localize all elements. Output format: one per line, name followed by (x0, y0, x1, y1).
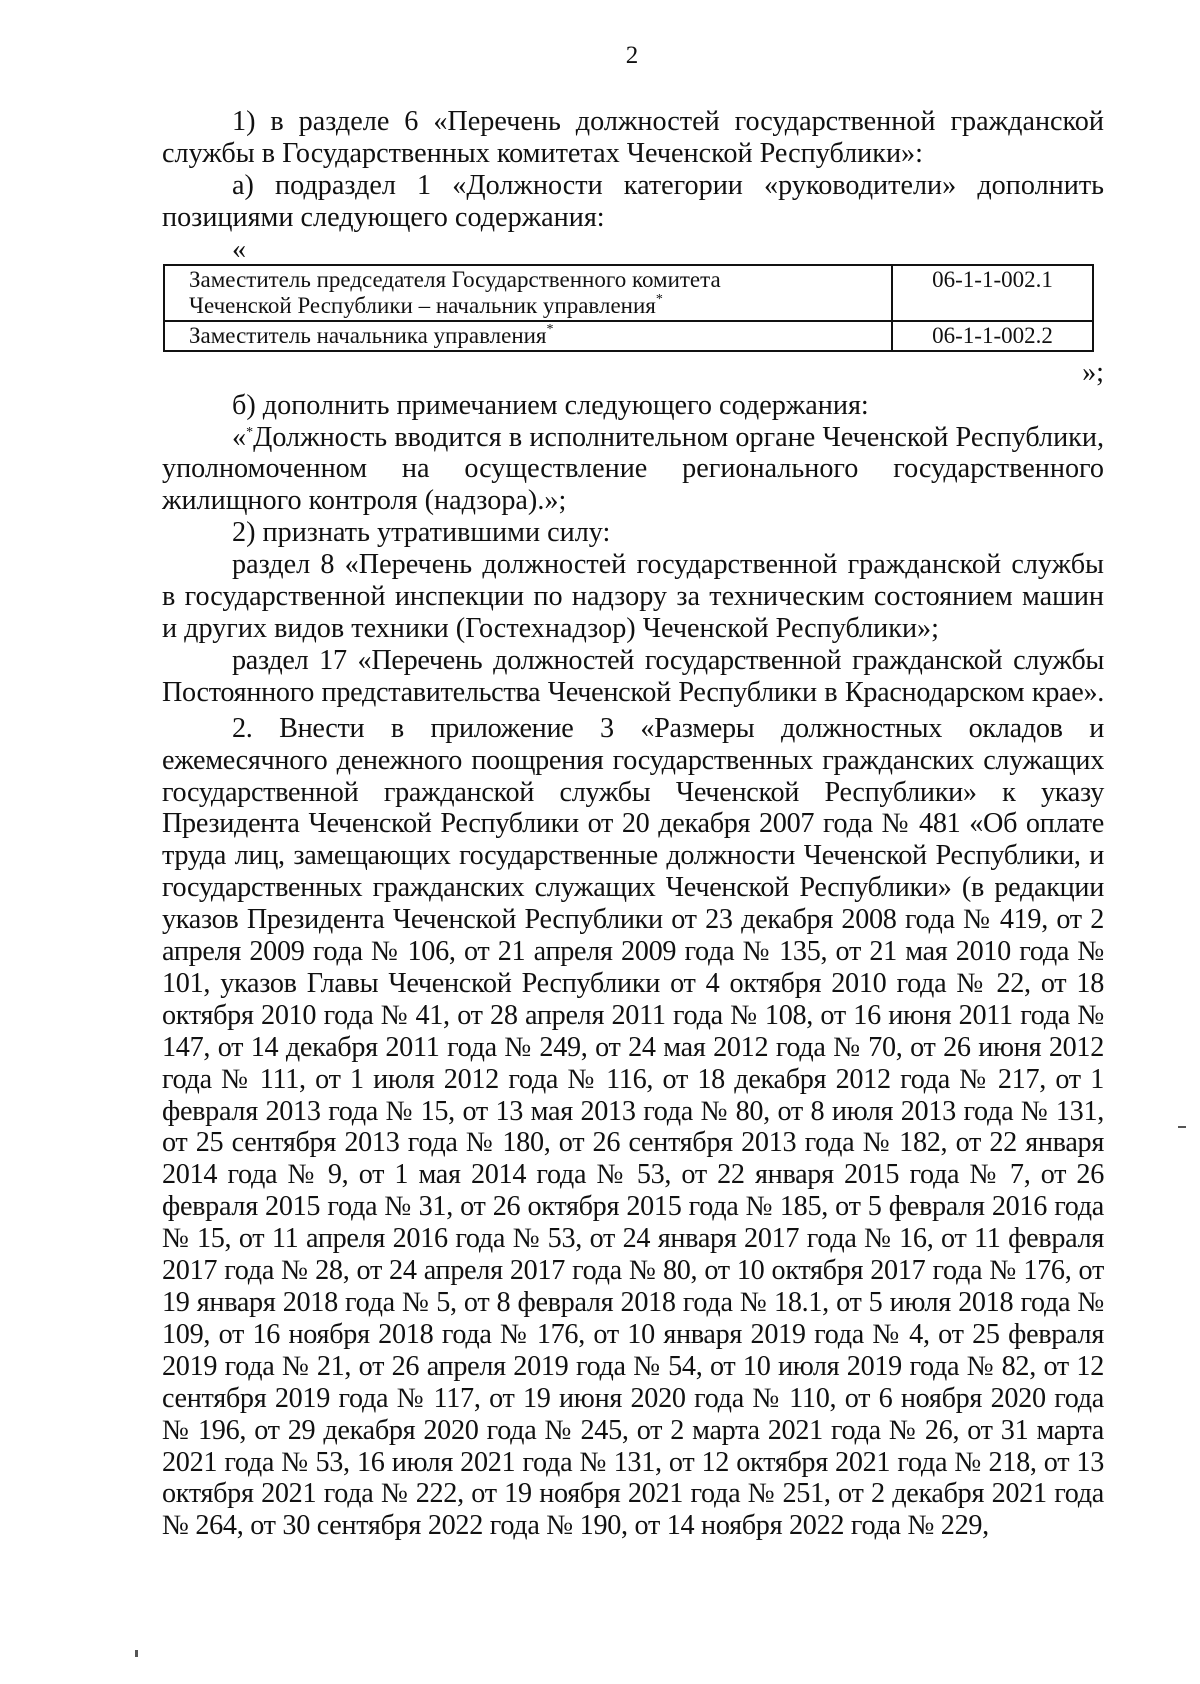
footnote-mark: * (655, 291, 663, 307)
position-name-line-2: Чеченской Республики – начальник управления (189, 292, 656, 318)
scan-mark (135, 1650, 138, 1657)
scan-mark (1178, 1126, 1186, 1128)
positions-table (163, 264, 1094, 352)
position-name: Заместитель начальника управления (189, 322, 547, 348)
footnote-mark: * (246, 424, 254, 440)
position-cell (164, 265, 892, 321)
page-number: 2 (625, 42, 639, 69)
note-text: Должность вводится в исполнительном органе Чеченской Республики, уполномоченном на осуществление регионального государственного жилищного контроля (надзора).»; (162, 421, 1104, 517)
amendment-item-2: 2) признать утратившими силу: (232, 517, 611, 549)
document-body (162, 106, 1104, 1542)
note-paragraph (162, 422, 1104, 518)
repealed-section-8: раздел 8 «Перечень должностей государственной гражданской службы в государственной инспекции по надзору за техническим состоянием машин и других видов техники (Гостехнадзор) Чеченской Республики»; (162, 549, 1104, 644)
amendment-subitem-b: б) дополнить примечанием следующего содержания: (232, 389, 869, 421)
footnote-mark: * (546, 321, 554, 337)
amendment-subitem-a: а) подраздел 1 «Должности категории «руководители» дополнить позициями следующего содержания: (162, 169, 1104, 233)
table-open-quote: « (232, 233, 247, 265)
position-code-cell: 06-1-1-002.1 (892, 265, 1093, 321)
position-code-cell: 06-1-1-002.2 (892, 321, 1093, 351)
position-cell (164, 321, 892, 351)
table-close-quote: »; (1082, 356, 1104, 388)
repealed-section-17: раздел 17 «Перечень должностей государственной гражданской службы Постоянного представительства Чеченской Республики в Краснодарском крае». (162, 644, 1104, 708)
table-row (164, 321, 1093, 351)
amendment-item-1: 1) в разделе 6 «Перечень должностей государственной гражданской службы в Государственных комитетах Чеченской Республики»: (162, 106, 1104, 169)
note-open-quote: « (232, 421, 247, 453)
table-row (164, 265, 1093, 321)
main-paragraph-2: 2. Внести в приложение 3 «Размеры должностных окладов и ежемесячного денежного поощрения государственных гражданских служащих государственной гражданской службы Чеченской Республики» к указу Президента Чеченской Республики от 20 декабря 2007 года № 481 «Об оплате труда лиц, замещающих государственные должности Чеченской Республики, и государственных гражданских служащих Чеченской Республики» (в редакции указов Президента Чеченской Республики от 23 декабря 2008 года № 419, от 2 апреля 2009 года № 106, от 21 апреля 2009 года № 135, от 21 мая 2010 года № 101, указов Главы Чеченской Республики от 4 октября 2010 года № 22, от 18 октября 2010 года № 41, от 28 апреля 2011 года № 108, от 16 июня 2011 года № 147, от 14 декабря 2011 года № 249, от 24 мая 2012 года № 70, от 26 июня 2012 года № 111, от 1 июля 2012 года № 116, от 18 декабря 2012 года № 217, от 1 февраля 2013 года № 15, от 13 мая 2013 года № 80, от 8 июля 2013 года № 131, от 25 сентября 2013 года № 180, от 26 сентября 2013 года № 182, от 22 января 2014 года № 9, от 1 мая 2014 года № 53, от 22 января 2015 года № 7, от 26 февраля 2015 года № 31, от 26 октября 2015 года № 185, от 5 февраля 2016 года № 15, от 11 апреля 2016 года № 53, от 24 января 2017 года № 16, от 11 февраля 2017 года № 28, от 24 апреля 2017 года № 80, от 10 октября 2017 года № 176, от 19 января 2018 года № 5, от 8 февраля 2018 года № 18.1, от 5 июля 2018 года № 109, от 16 ноября 2018 года № 176, от 10 января 2019 года № 4, от 25 февраля 2019 года № 21, от 26 апреля 2019 года № 54, от 10 июля 2019 года № 82, от 12 сентября 2019 года № 117, от 19 июня 2020 года № 110, от 6 ноября 2020 года № 196, от 29 декабря 2020 года № 245, от 2 марта 2021 года № 26, от 31 марта 2021 года № 53, 16 июля 2021 года № 131, от 12 октября 2021 года № 218, от 13 октября 2021 года № 222, от 19 ноября 2021 года № 251, от 2 декабря 2021 года № 264, от 30 сентября 2022 года № 190, от 14 ноября 2022 года № 229, (162, 712, 1104, 1542)
position-name-line-1: Заместитель председателя Государственного комитета (189, 266, 721, 292)
